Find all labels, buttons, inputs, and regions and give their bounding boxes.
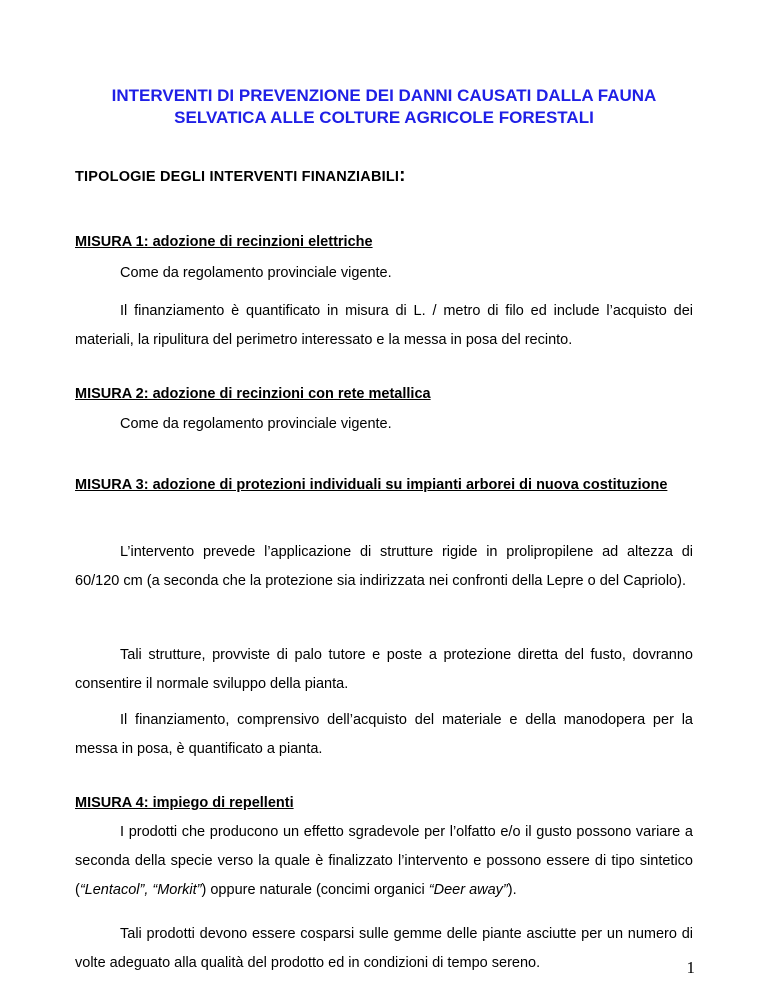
measure-1-paragraph-2: Il finanziamento è quantificato in misura di L. / metro di filo ed include l’acquisto dei materiali, la ripulitura del perimetro interessato e la messa in posa del recinto. — [75, 303, 693, 348]
product-names-synthetic: “Lentacol”, “Morkit” — [79, 882, 202, 898]
section-heading — [75, 165, 406, 187]
product-name-natural: “Deer away” — [428, 882, 508, 898]
measure-1-paragraph-1: Come da regolamento provinciale vigente. — [120, 265, 392, 281]
document-title — [60, 85, 708, 129]
measure-4-paragraph-1-mid: ) oppure naturale (concimi organici — [201, 882, 429, 898]
measure-3-paragraph-3: Il finanziamento, comprensivo dell’acquisto del materiale e della manodopera per la messa in posa, è quantificato a pianta. — [75, 712, 693, 757]
page-number: 1 — [686, 958, 695, 977]
measure-2-heading: MISURA 2: adozione di recinzioni con rete metallica — [75, 386, 431, 402]
measure-4-paragraph-2: Tali prodotti devono essere cosparsi sulle gemme delle piante asciutte per un numero di volte adeguato alla qualità del prodotto ed in condizioni di tempo sereno. — [75, 926, 693, 971]
section-heading-colon: : — [399, 165, 406, 186]
section-heading-text: TIPOLOGIE DEGLI INTERVENTI FINANZIABILI — [75, 169, 400, 185]
measure-3-paragraph-2: Tali strutture, provviste di palo tutore e poste a protezione diretta del fusto, dovranno consentire il normale sviluppo della pianta. — [75, 647, 693, 692]
measure-4-heading: MISURA 4: impiego di repellenti — [75, 795, 294, 811]
measure-4-paragraph-1-start: I prodotti che producono un effetto sgradevole per l’olfatto e/o il gusto possono variare a seconda della specie verso la quale è finalizzato l’intervento e possono essere di tipo sintetico ( — [75, 824, 693, 898]
measure-1-heading: MISURA 1: adozione di recinzioni elettriche — [75, 234, 373, 250]
measure-4-paragraph-1-end: ). — [507, 882, 517, 898]
title-line-1: INTERVENTI DI PREVENZIONE DEI DANNI CAUSATI DALLA FAUNA — [111, 86, 657, 105]
measure-3-paragraph-1: L’intervento prevede l’applicazione di strutture rigide in prolipropilene ad altezza di 60/120 cm (a seconda che la protezione sia indirizzata nei confronti della Lepre o del Capriolo). — [75, 544, 693, 589]
measure-2-paragraph-1: Come da regolamento provinciale vigente. — [120, 416, 392, 432]
measure-3-heading: MISURA 3: adozione di protezioni individuali su impianti arborei di nuova costituzione — [75, 477, 668, 493]
title-line-2: SELVATICA ALLE COLTURE AGRICOLE FORESTALI — [174, 108, 594, 127]
measure-4-paragraph-1 — [75, 818, 693, 905]
